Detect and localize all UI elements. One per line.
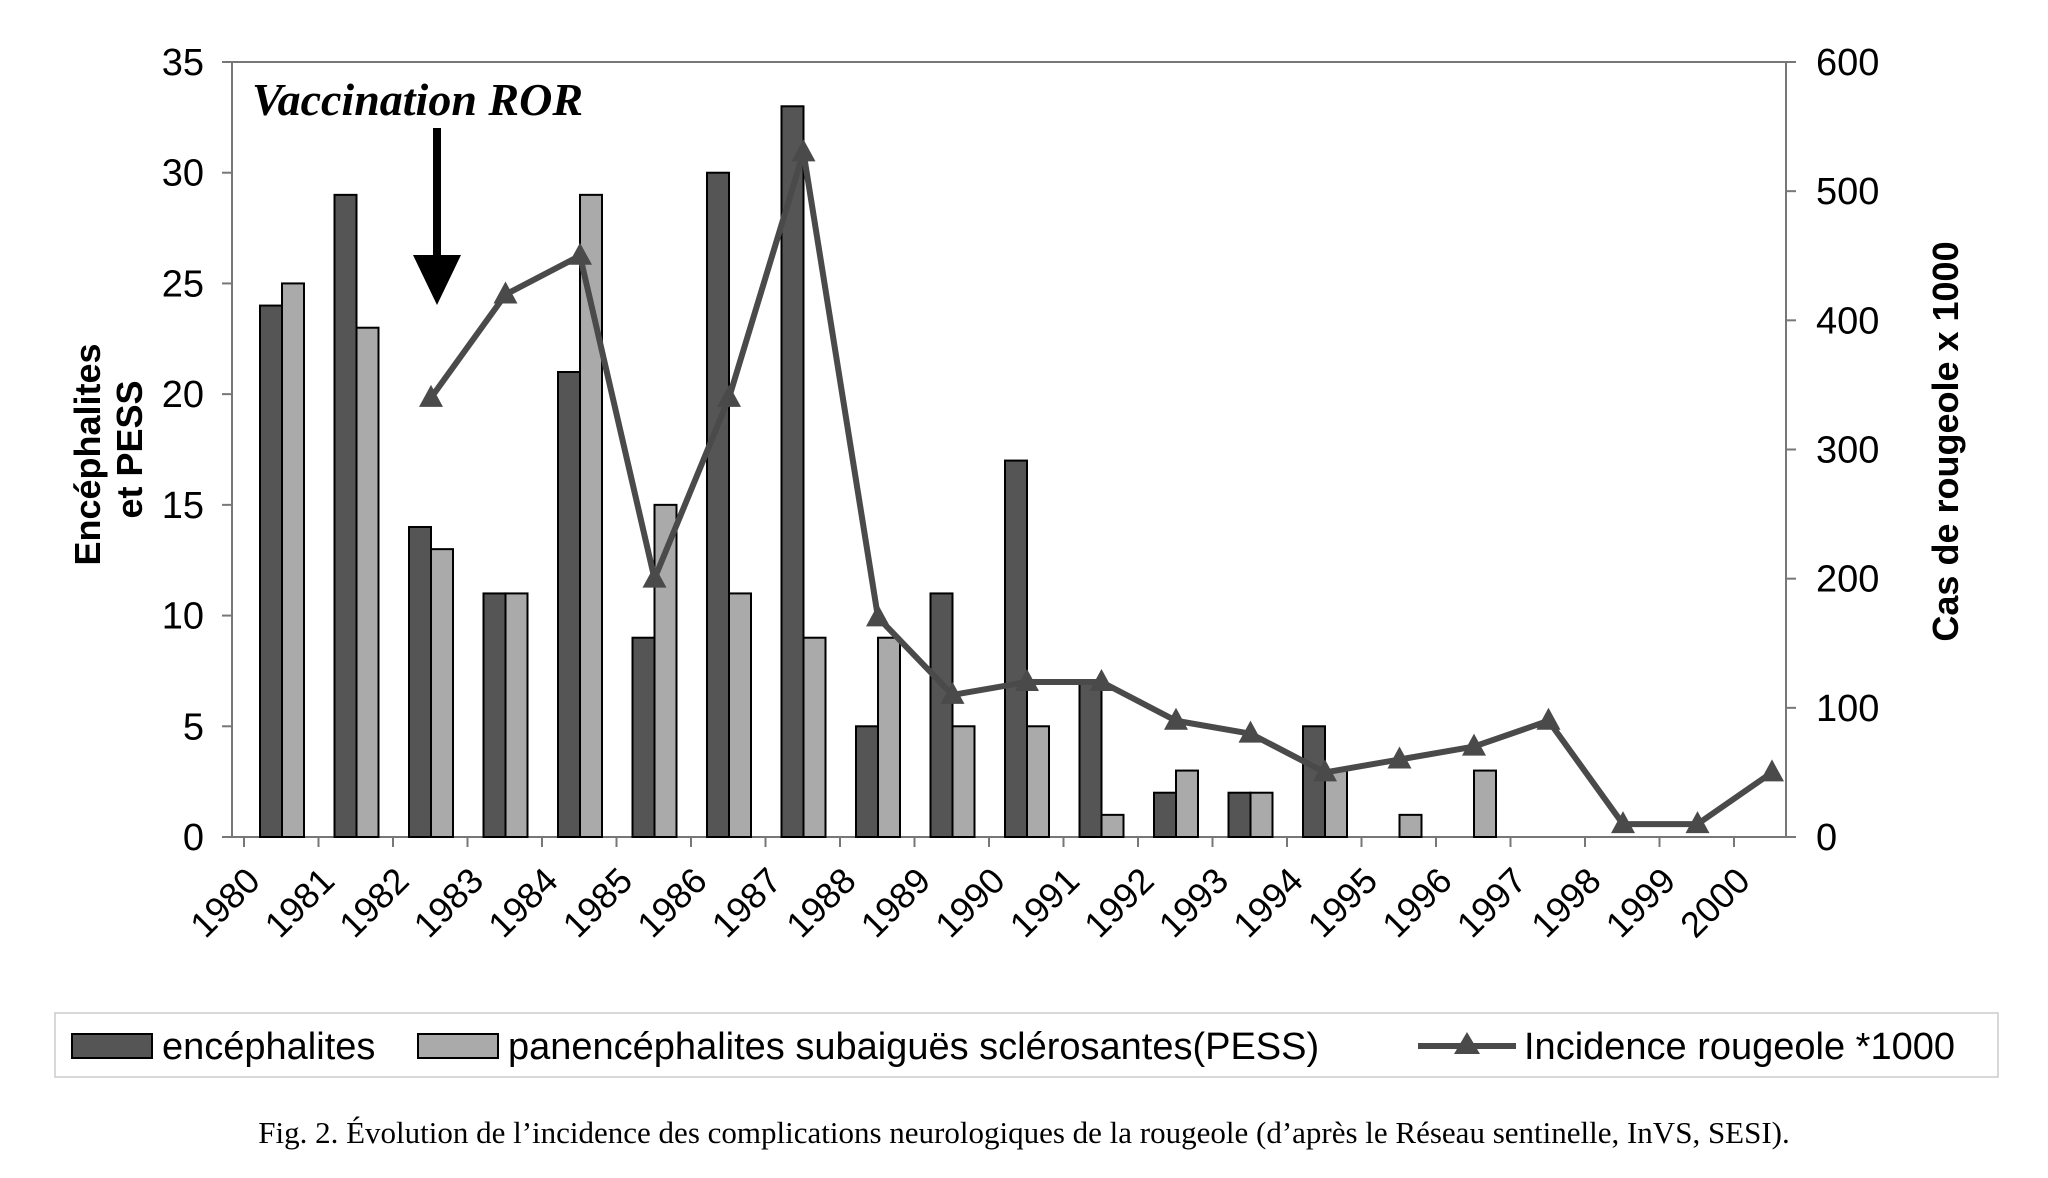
bar-pess-1993 — [1251, 793, 1273, 837]
x-tick-label-20: 2000 — [1672, 859, 1758, 946]
bar-encephalites-1983 — [484, 593, 506, 837]
x-tick-label-10: 1990 — [927, 859, 1013, 946]
bar-encephalites-1984 — [558, 372, 580, 837]
y-left-tick-label-0: 0 — [182, 817, 204, 859]
y-left-tick-label-4: 20 — [161, 374, 204, 417]
bar-encephalites-1981 — [335, 195, 357, 837]
bar-pess-1986 — [729, 593, 751, 837]
bar-pess-1981 — [357, 328, 379, 837]
bar-pess-1995 — [1400, 815, 1422, 837]
incidence-point-1988 — [866, 604, 890, 626]
bar-pess-1988 — [878, 638, 900, 837]
bar-pess-1990 — [1027, 726, 1049, 837]
bar-encephalites-1991 — [1080, 682, 1102, 837]
x-tick-label-4: 1984 — [480, 859, 566, 946]
y-axis-right-title: Cas de rougeole x 1000 — [1925, 241, 1966, 642]
annotation-arrow-shaft — [433, 128, 441, 258]
x-tick-label-9: 1989 — [852, 859, 939, 946]
left-axis — [162, 42, 232, 859]
legend-label-pess: panencéphalites subaiguës sclérosantes(PESS) — [508, 1026, 1320, 1068]
x-tick-label-8: 1988 — [778, 859, 864, 946]
y-axis-left-title — [67, 333, 150, 565]
bar-pess-1987 — [804, 638, 826, 837]
legend — [55, 1013, 1998, 1077]
y-left-tick-label-5: 25 — [161, 263, 204, 306]
figure-caption: Fig. 2. Évolution de l’incidence des complications neurologiques de la rougeole (d’après le Réseau sentinelle, InVS, SESI). — [258, 1115, 1790, 1150]
incidence-point-1997 — [1537, 708, 1561, 730]
annotation-text: Vaccination ROR — [252, 74, 584, 125]
x-tick-label-7: 1987 — [703, 859, 790, 946]
y-right-tick-label-0: 0 — [1816, 817, 1838, 859]
annotation-arrow-head — [413, 255, 461, 305]
y-left-tick-label-1: 5 — [182, 706, 204, 749]
bar-encephalites-1989 — [931, 593, 953, 837]
bar-encephalites-1993 — [1229, 793, 1251, 837]
incidence-point-2000 — [1760, 759, 1784, 781]
x-tick-label-15: 1995 — [1299, 859, 1386, 946]
annotation-arrow — [413, 128, 461, 305]
y-left-tick-label-6: 30 — [161, 152, 204, 195]
x-tick-label-11: 1991 — [1001, 859, 1088, 946]
x-tick-label-6: 1986 — [629, 859, 715, 946]
bar-pess-1989 — [953, 726, 975, 837]
bar-pess-1991 — [1102, 815, 1124, 837]
y-right-tick-label-5: 500 — [1816, 171, 1880, 214]
bar-encephalites-1992 — [1154, 793, 1176, 837]
y-right-tick-label-1: 100 — [1816, 687, 1880, 730]
x-axis — [182, 837, 1758, 945]
bar-encephalites-1982 — [409, 527, 431, 837]
y-right-tick-label-4: 400 — [1816, 300, 1880, 343]
bar-pess-1980 — [282, 283, 304, 837]
bar-encephalites-1980 — [260, 306, 282, 837]
bar-pess-1982 — [431, 549, 453, 837]
x-tick-label-16: 1996 — [1374, 859, 1460, 946]
bar-pess-1996 — [1474, 771, 1496, 837]
x-tick-label-3: 1983 — [405, 859, 492, 946]
right-axis — [1786, 42, 1879, 859]
legend-label-incidence: Incidence rougeole *1000 — [1524, 1026, 1956, 1068]
bars — [260, 106, 1496, 837]
bar-pess-1983 — [506, 593, 528, 837]
x-tick-label-0: 1980 — [182, 859, 268, 946]
y-axis-left-title-line2: et PESS — [109, 380, 150, 519]
legend-swatch-encephalites — [72, 1034, 152, 1058]
y-right-tick-label-6: 600 — [1816, 42, 1880, 84]
x-tick-label-1: 1981 — [256, 859, 343, 946]
x-tick-label-19: 1999 — [1597, 859, 1684, 946]
legend-label-encephalites: encéphalites — [162, 1026, 376, 1068]
bar-encephalites-1986 — [707, 173, 729, 837]
x-tick-label-2: 1982 — [331, 859, 417, 946]
legend-swatch-pess — [418, 1034, 498, 1058]
x-tick-label-18: 1998 — [1523, 859, 1609, 946]
y-right-tick-label-2: 200 — [1816, 558, 1880, 601]
bar-encephalites-1994 — [1303, 726, 1325, 837]
y-left-tick-label-7: 35 — [161, 42, 204, 84]
x-tick-label-14: 1994 — [1225, 859, 1311, 946]
bar-encephalites-1990 — [1005, 461, 1027, 837]
x-tick-label-13: 1993 — [1150, 859, 1237, 946]
x-tick-label-5: 1985 — [554, 859, 641, 946]
y-left-tick-label-2: 10 — [161, 595, 204, 638]
x-tick-label-17: 1997 — [1448, 859, 1535, 946]
bar-pess-1992 — [1176, 771, 1198, 837]
bar-encephalites-1985 — [633, 638, 655, 837]
y-right-tick-label-3: 300 — [1816, 429, 1880, 472]
y-axis-left-title-line1: Encéphalites — [67, 343, 108, 566]
bar-encephalites-1988 — [856, 726, 878, 837]
y-left-tick-label-3: 15 — [161, 484, 204, 527]
x-tick-label-12: 1992 — [1076, 859, 1162, 946]
